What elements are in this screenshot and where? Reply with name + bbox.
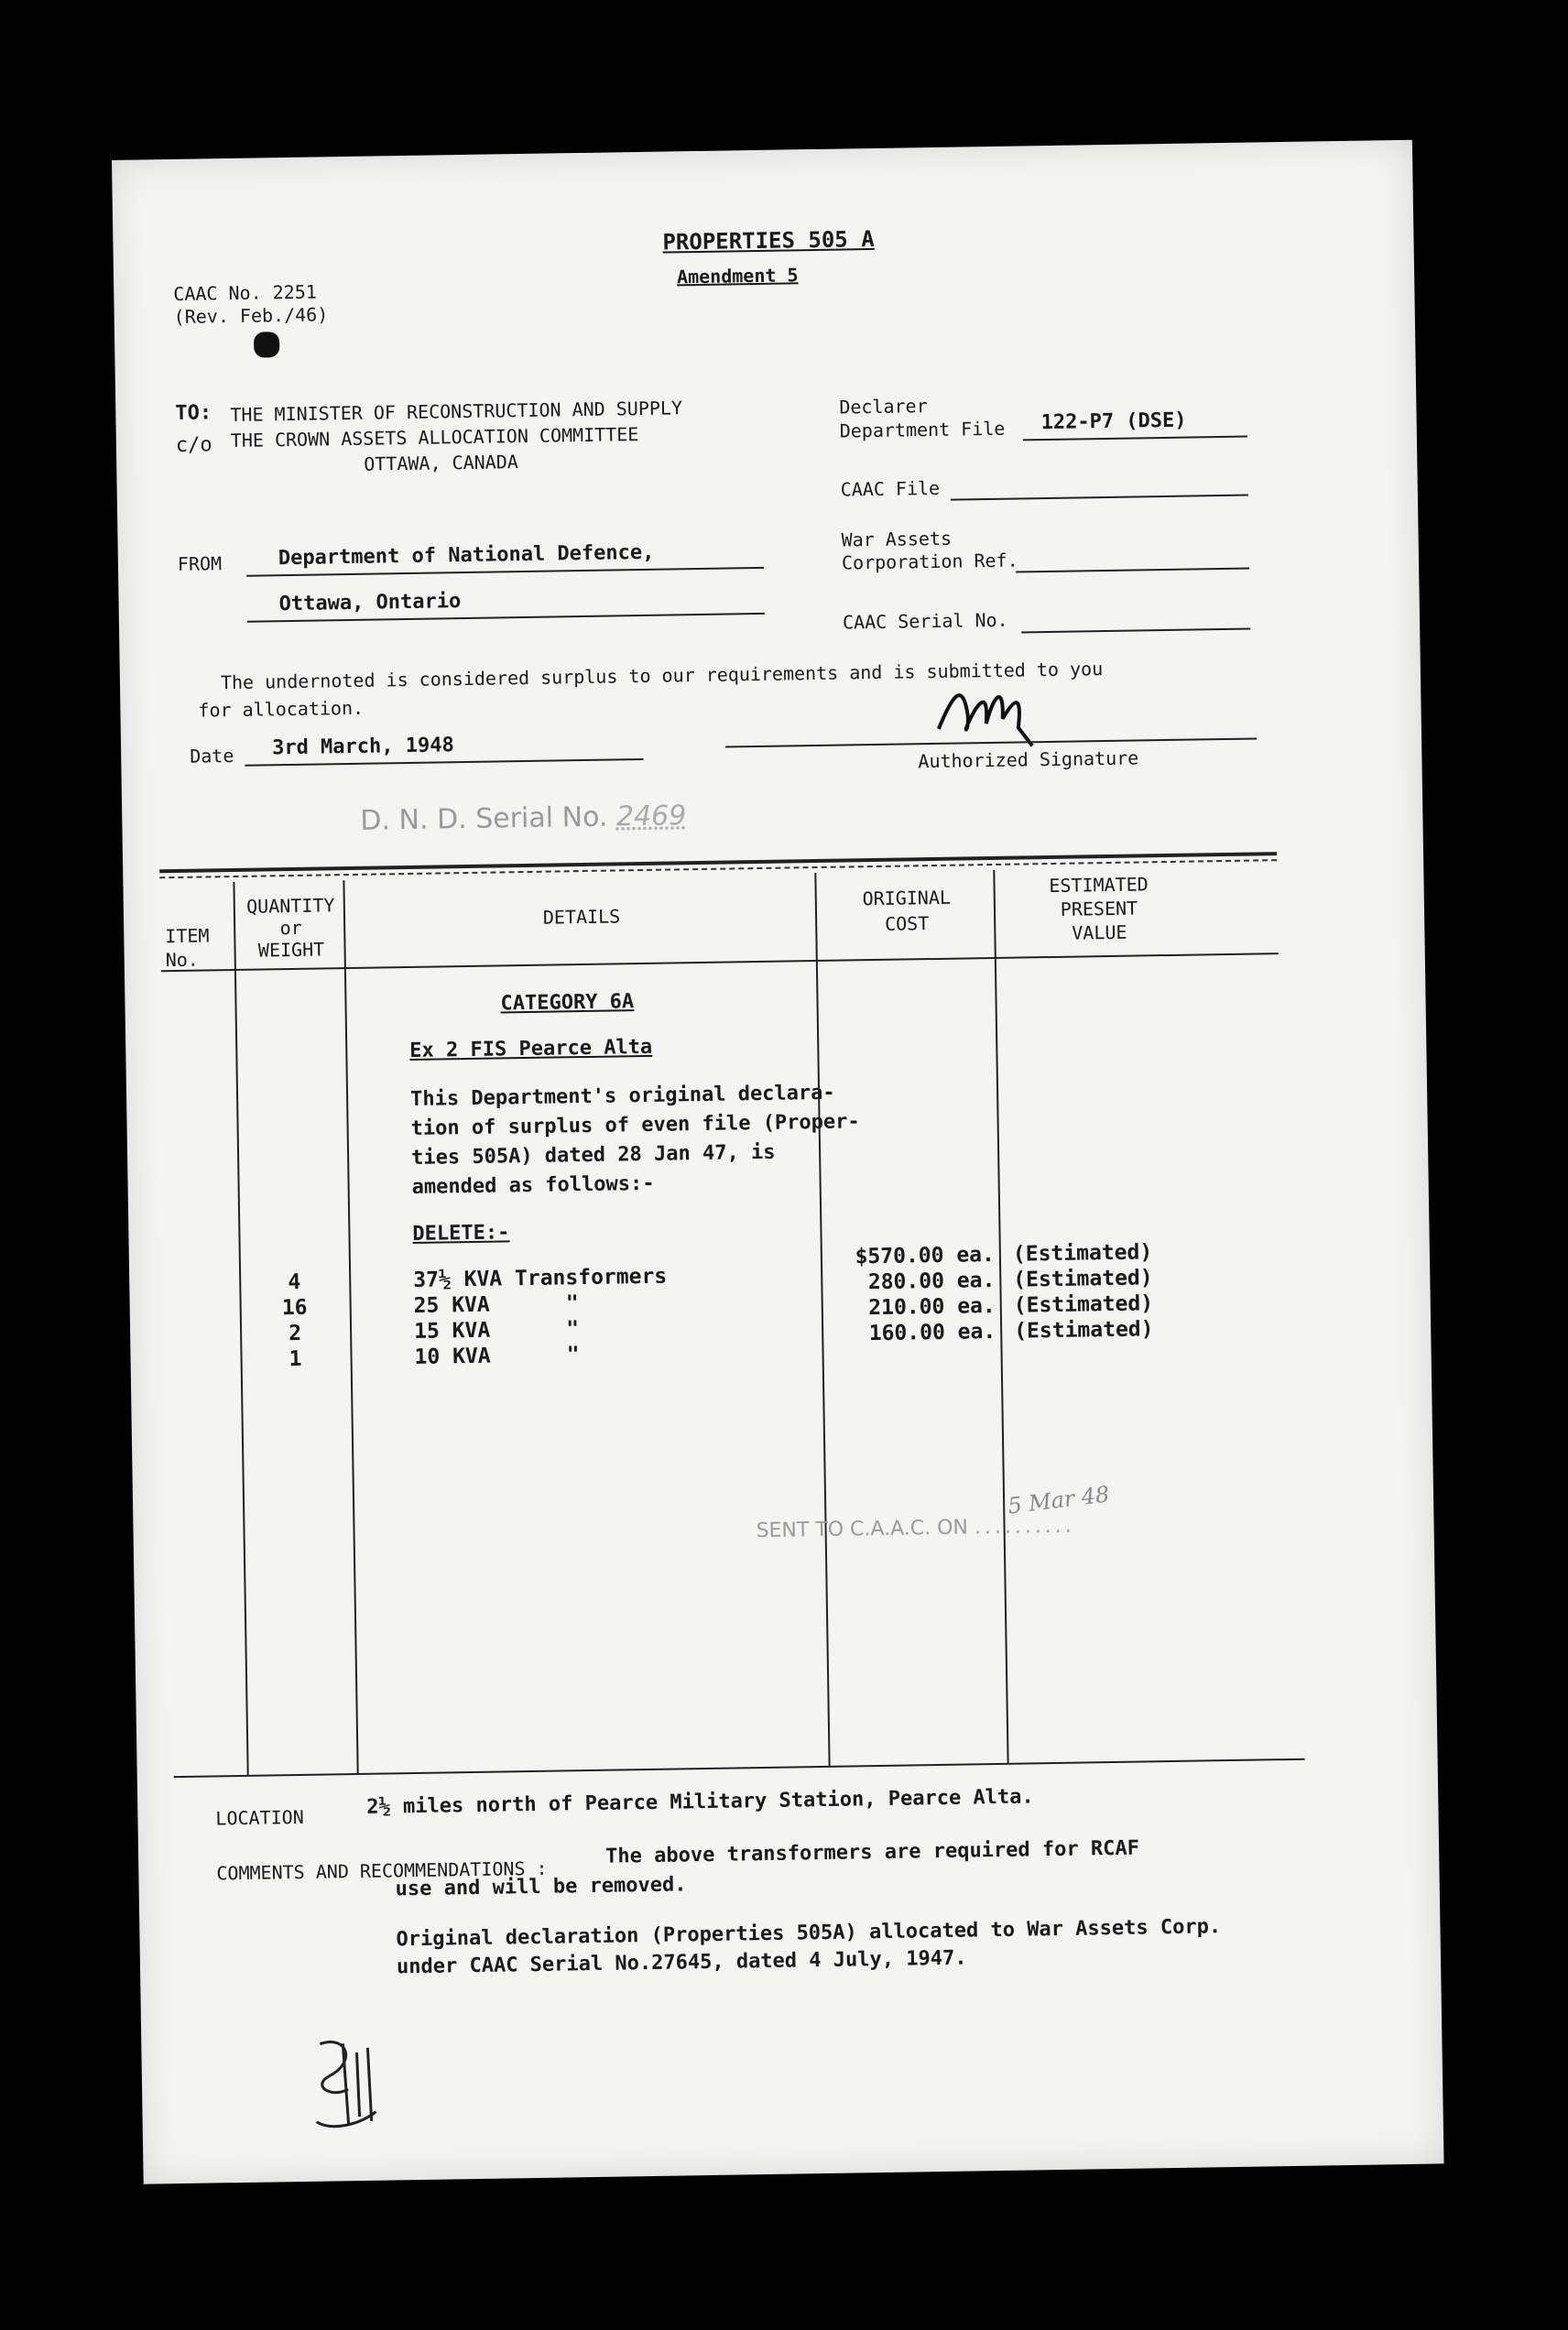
location-value: 2½ miles north of Pearce Military Station, Pearce Alta. [366,1785,1034,1819]
dnd-serial-label: D. N. D. Serial No. [360,800,608,837]
table-row-1-detail: 37½ KVA Transformers [413,1264,668,1292]
table-bottom-rule [174,1758,1305,1778]
table-row-1-est: (Estimated) [1012,1240,1153,1267]
document-page [112,140,1444,2184]
table-row-4-detail: 10 KVA " [414,1343,580,1369]
signature-label: Authorized Signature [918,746,1139,773]
header-quantity: QUANTITY or WEIGHT [245,894,335,962]
caac-file-label: CAAC File [840,476,941,501]
declarer-label: Declarer [839,395,928,419]
table-row-3-est: (Estimated) [1013,1291,1154,1318]
from-line-1: Department of National Defence, [278,540,655,571]
caac-file-line [951,495,1248,501]
comments-line-4: under CAAC Serial No.27645, dated 4 July, 1947. [396,1946,967,1979]
intro-line-2: for allocation. [198,696,365,722]
amendment-label: Amendment 5 [676,264,799,289]
table-row-4-est: (Estimated) [1014,1317,1154,1344]
date-line [245,758,643,767]
date-label: Date [190,744,234,768]
table-row-3-cost: 210.00 ea. [868,1294,996,1321]
col-divider-1 [233,882,248,1775]
header-details: DETAILS [542,905,621,929]
sent-to-caac-stamp: SENT TO C.A.A.C. ON .......... [756,1514,1075,1543]
table-row-1-cost: $570.00 ea. [855,1243,996,1269]
table-row-2-detail: 25 KVA " [413,1291,579,1318]
comments-line-1: The above transformers are required for RCAF [604,1836,1140,1868]
dept-file-value: 122-P7 (DSE) [1040,408,1187,435]
addressee-line-1: THE MINISTER OF RECONSTRUCTION AND SUPPLY [230,397,683,427]
document-title: PROPERTIES 505 A [662,225,875,256]
table-row-3-qty: 2 [289,1321,302,1346]
table-row-2-qty: 16 [281,1295,308,1321]
form-number: CAAC No. 2251 [173,280,318,305]
corp-ref-label: Corporation Ref. [841,549,1018,574]
caac-serial-line [1021,628,1250,634]
dept-file-label: Department File [839,417,1006,442]
addressee-line-2: THE CROWN ASSETS ALLOCATION COMMITTEE [230,423,639,452]
sent-date-handwritten: 5 Mar 48 [1006,1481,1111,1519]
delete-label: DELETE:- [412,1221,510,1246]
sent-stamp-label: SENT TO C.A.A.C. ON [756,1516,969,1543]
table-row-4-qty: 1 [289,1346,302,1372]
ink-blot [254,332,279,357]
corp-ref-line [1016,568,1249,573]
col-divider-2 [343,880,358,1773]
dnd-serial-value: 2469 [615,800,687,833]
source-heading: Ex 2 FIS Pearce Alta [409,1035,653,1063]
header-estimated-value: ESTIMATED PRESENT VALUE [1049,873,1149,944]
table-row-2-est: (Estimated) [1013,1266,1153,1292]
dnd-serial-stamp [360,800,687,837]
location-label: LOCATION [215,1805,304,1830]
war-assets-label: War Assets [841,527,953,551]
dept-file-line [1023,436,1247,441]
header-original-cost: ORIGINAL COST [862,886,952,935]
comments-line-2: use and will be removed. [395,1873,687,1901]
co-label: c/o [175,433,212,457]
comments-line-3: Original declaration (Properties 505A) allocated to War Assets Corp. [396,1915,1222,1952]
table-row-3-detail: 15 KVA " [413,1317,580,1344]
caac-serial-label: CAAC Serial No. [842,608,1008,634]
amendment-paragraph: This Department's original declara- tion of surplus of even file (Proper- ties 505A) dated 28 Jan 47, is amended as follows:- [409,1081,860,1199]
header-item: ITEM No. [165,924,210,972]
to-label: TO: [175,401,212,425]
date-value: 3rd March, 1948 [271,734,454,760]
from-label: FROM [177,552,223,575]
table-row-4-cost: 160.00 ea. [868,1319,996,1346]
table-row-1-qty: 4 [288,1269,301,1295]
intro-line-1: The undernoted is considered surplus to our requirements and is submitted to you [220,658,1104,694]
comments-label: COMMENTS AND RECOMMENDATIONS : [216,1856,548,1885]
table-row-2-cost: 280.00 ea. [867,1268,996,1295]
from-line-2: Ottawa, Ontario [278,590,462,616]
addressee-line-3: OTTAWA, CANADA [364,451,518,475]
handwritten-initials [301,2025,386,2136]
category-heading: CATEGORY 6A [500,990,635,1016]
form-revision: (Rev. Feb./46) [173,303,329,328]
